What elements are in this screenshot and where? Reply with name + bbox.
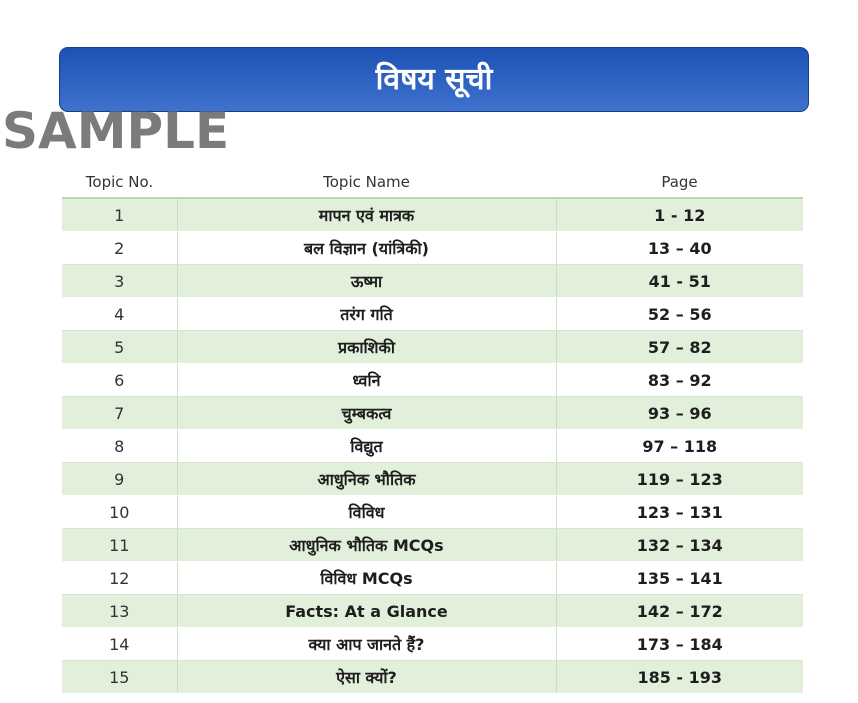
page-range: 83 – 92 (556, 364, 803, 397)
page-range: 173 – 184 (556, 628, 803, 661)
table-row (62, 331, 803, 364)
sample-watermark: SAMPLE (2, 102, 230, 160)
table-row (62, 463, 803, 496)
page-range: 123 – 131 (556, 496, 803, 529)
table-header-row (62, 166, 803, 198)
topic-number: 8 (62, 430, 177, 463)
topic-number: 5 (62, 331, 177, 364)
topic-number: 14 (62, 628, 177, 661)
topic-number: 10 (62, 496, 177, 529)
topic-name: ऊष्मा (177, 265, 556, 298)
table-row (62, 232, 803, 265)
topic-name: बल विज्ञान (यांत्रिकी) (177, 232, 556, 265)
topic-name: Facts: At a Glance (177, 595, 556, 628)
page-range: 185 - 193 (556, 661, 803, 694)
table-row (62, 529, 803, 562)
topic-number: 9 (62, 463, 177, 496)
table-row (62, 430, 803, 463)
page-range: 52 – 56 (556, 298, 803, 331)
topic-name: विद्युत (177, 430, 556, 463)
page-range: 13 – 40 (556, 232, 803, 265)
topic-name: ऐसा क्यों? (177, 661, 556, 694)
topic-number: 2 (62, 232, 177, 265)
topic-name: आधुनिक भौतिक (177, 463, 556, 496)
topic-name: प्रकाशिकी (177, 331, 556, 364)
header-topic-no: Topic No. (62, 166, 177, 198)
topic-number: 4 (62, 298, 177, 331)
header-topic-name: Topic Name (177, 166, 556, 198)
topic-number: 3 (62, 265, 177, 298)
table-row (62, 298, 803, 331)
topic-number: 7 (62, 397, 177, 430)
table-row (62, 562, 803, 595)
page-range: 142 – 172 (556, 595, 803, 628)
topic-name: चुम्बकत्व (177, 397, 556, 430)
topic-number: 12 (62, 562, 177, 595)
topic-name: विविध (177, 496, 556, 529)
topic-number: 13 (62, 595, 177, 628)
topic-name: आधुनिक भौतिक MCQs (177, 529, 556, 562)
page-range: 41 - 51 (556, 265, 803, 298)
table-row (62, 496, 803, 529)
page-range: 97 – 118 (556, 430, 803, 463)
table-row (62, 661, 803, 694)
page-range: 1 - 12 (556, 198, 803, 232)
page-range: 132 – 134 (556, 529, 803, 562)
topic-number: 15 (62, 661, 177, 694)
page-range: 93 – 96 (556, 397, 803, 430)
page-range: 135 – 141 (556, 562, 803, 595)
table-row (62, 364, 803, 397)
topic-name: मापन एवं मात्रक (177, 198, 556, 232)
table-row (62, 595, 803, 628)
topic-name: क्या आप जानते हैं? (177, 628, 556, 661)
topic-number: 1 (62, 198, 177, 232)
topic-number: 6 (62, 364, 177, 397)
page-title: विषय सूची (375, 61, 493, 97)
table-row (62, 397, 803, 430)
topic-number: 11 (62, 529, 177, 562)
table-row (62, 265, 803, 298)
page-range: 119 – 123 (556, 463, 803, 496)
header-page: Page (556, 166, 803, 198)
table-of-contents (62, 166, 803, 694)
topic-name: ध्वनि (177, 364, 556, 397)
table-row (62, 198, 803, 232)
topic-name: तरंग गति (177, 298, 556, 331)
page-range: 57 – 82 (556, 331, 803, 364)
topic-name: विविध MCQs (177, 562, 556, 595)
table-row (62, 628, 803, 661)
